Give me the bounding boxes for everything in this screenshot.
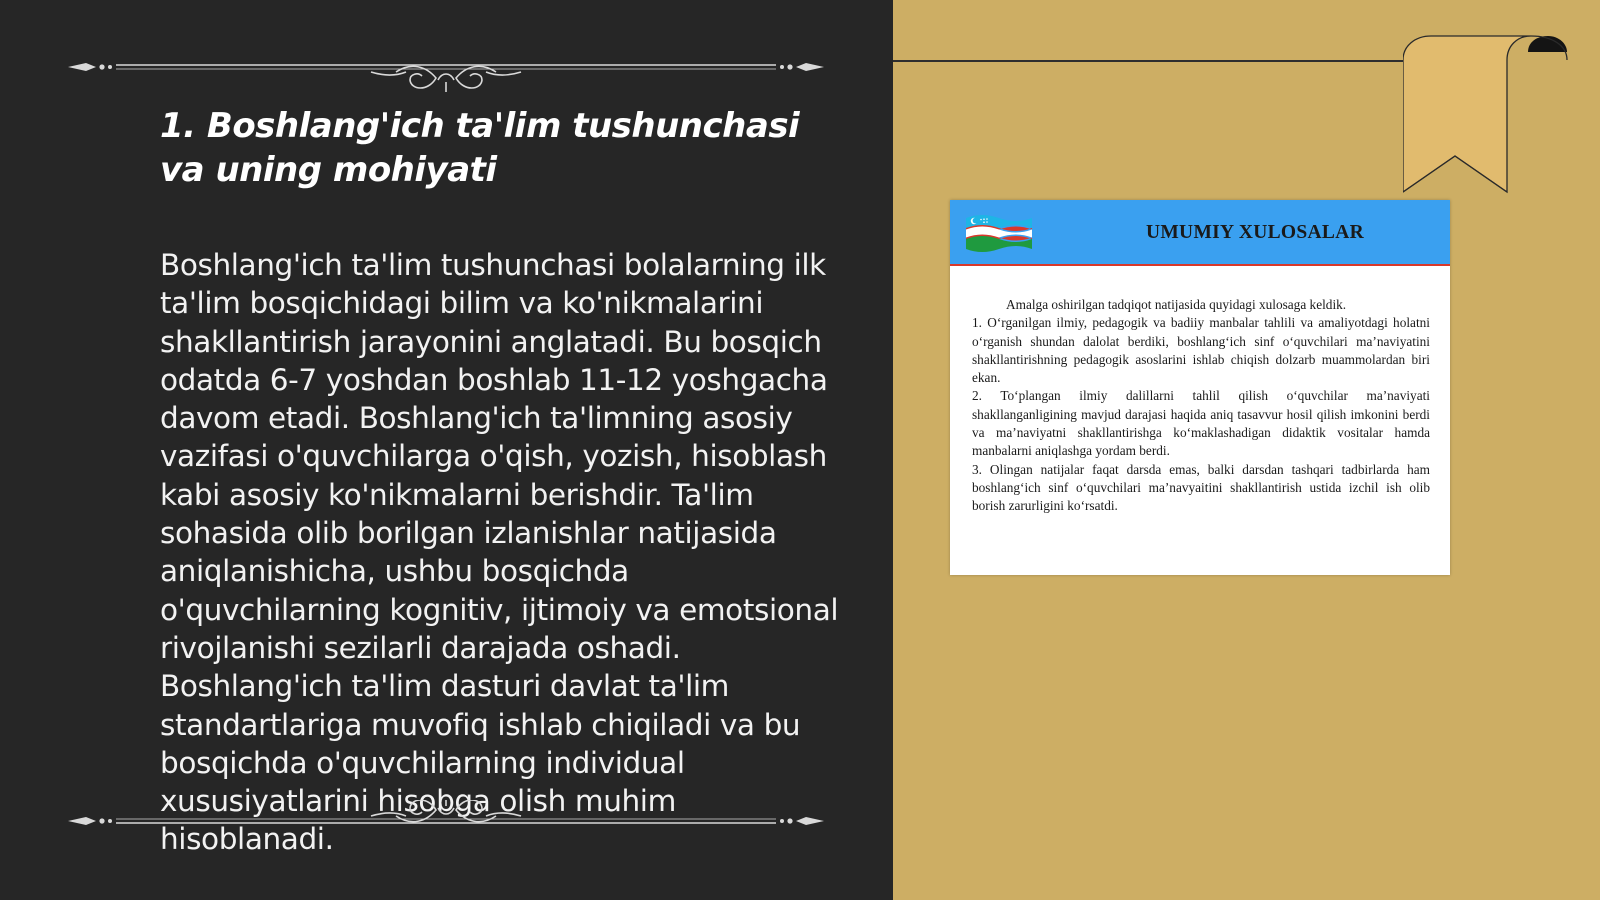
document-intro: Amalga oshirilgan tadqiqot natijasida quyidagi xulosaga keldik. xyxy=(1006,297,1347,312)
document-body xyxy=(950,266,1450,516)
document-heading: UMUMIY XULOSALAR xyxy=(1145,222,1365,243)
uzbekistan-flag-icon xyxy=(964,212,1034,252)
horizontal-divider-line xyxy=(893,60,1438,62)
slide-title: 1. Boshlang'ich ta'lim tushunchasi va uning mohiyati xyxy=(160,106,800,190)
document-header xyxy=(950,200,1450,266)
bottom-ornament-divider xyxy=(66,800,826,850)
slide-body-text: Boshlang'ich ta'lim tushunchasi bolalarning ilk ta'lim bosqichidagi bilim va ko'nikmalarini shakllantirish jarayonini anglatadi. Bu bosqich odatda 6-7 yoshdan boshlab 11-12 yoshgacha davom etadi. Boshlang'ich ta'limning asosiy vazifasi o'quvchilarga o'qish, yozish, hisoblash kabi asosiy ko'nikmalarni berishdir. Ta'lim sohasida olib borilgan izlanishlar natijasida aniqlanishicha, ushbu bosqichda o'quvchilarning kognitiv, ijtimoiy va emotsional rivojlanishi sezilarli darajada oshadi. Boshlang'ich ta'lim dasturi davlat ta'lim standartlariga muvofiq ishlab chiqiladi va bu bosqichda o'quvchilarning individual xususiyatlarini hisobga olish muhim hisoblanadi. xyxy=(160,248,839,857)
document-point-3: 3. Olingan natijalar faqat darsda emas, balki darsdan tashqari tadbirlarda ham boshlang‘ich sinf o‘quvchilari ma’navyaitini shakllantirish ustida izchil ish olib borish zarurligini ko‘rsatdi. xyxy=(972,461,1430,514)
document-point-1: 1. O‘rganilgan ilmiy, pedagogik va badiiy manbalar tahlili va amaliyotdagi holatni o‘rganish shundan dalolat berdiki, boshlang‘ich sinf o‘quvchilari ma’naviyatini shakllantirishning pedagogik asoslarini ishlab chiqish dolzarb muammolardan biri ekan. xyxy=(972,315,1430,386)
document-point-2: 2. To‘plangan ilmiy dalillarni tahlil qilish o‘quvchilar ma’naviyati shakllanganligining mavjud darajasi haqida aniq tasavvur hosil qilish imkonini berdi va ma’naviyatni shakllantirishga ko‘maklashadigan didaktik vositalar hamda manbalarni aniqlashga yordam berdi. xyxy=(972,388,1430,459)
bookmark-ribbon-icon xyxy=(1403,34,1573,200)
top-ornament-divider xyxy=(66,42,826,92)
document-image xyxy=(950,200,1450,575)
slide-right-panel xyxy=(893,0,1600,900)
